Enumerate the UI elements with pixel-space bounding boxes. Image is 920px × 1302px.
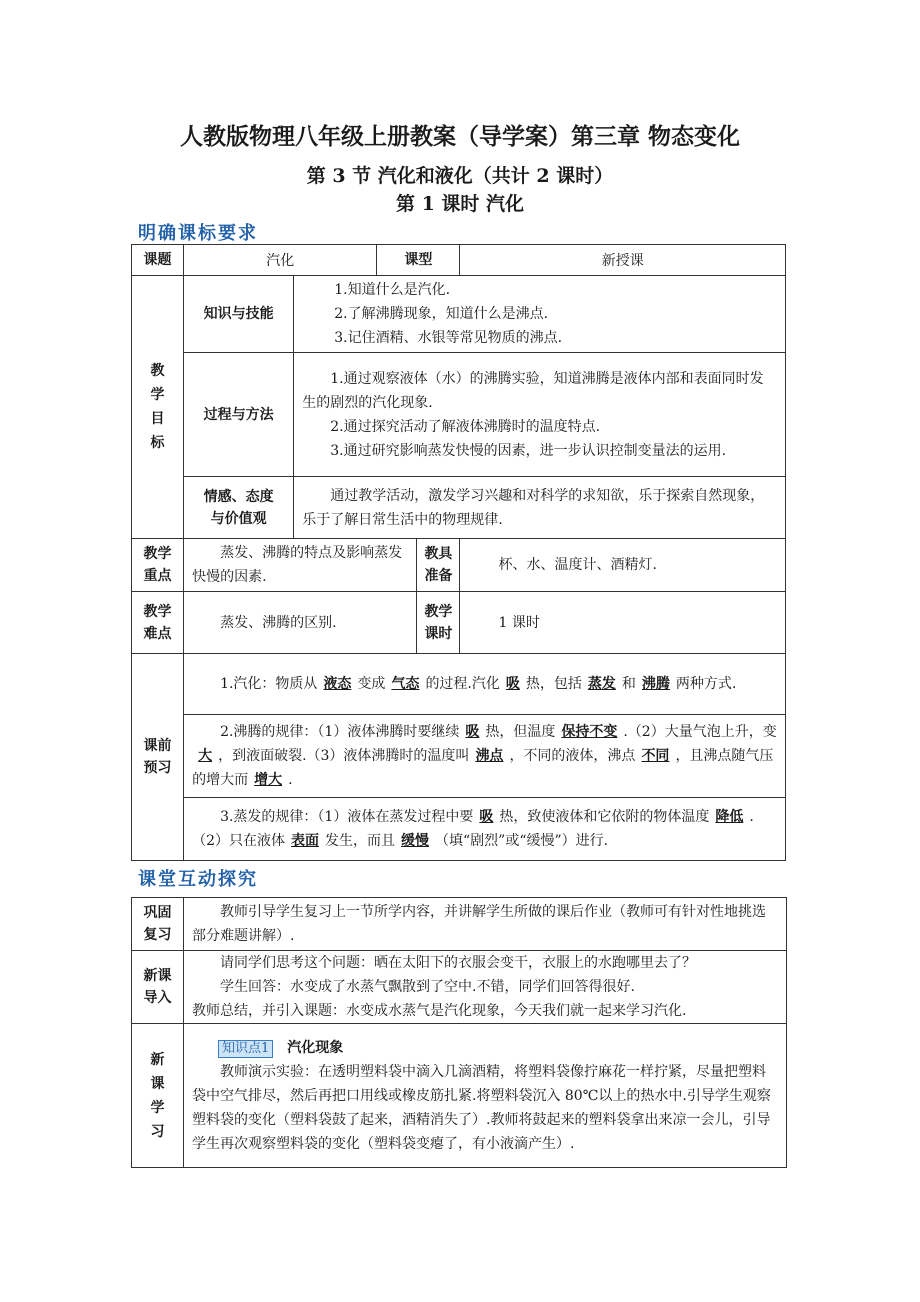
answer-blank: 吸 [465,724,480,740]
type-label: 课型 [377,245,460,276]
knowledge-point-heading [192,1036,778,1060]
hours-label: 教学课时 [417,592,460,654]
type-value: 新授课 [460,245,786,276]
list-item: 学生回答：水变成了水蒸气飘散到了空中.不错，同学们回答得很好. [220,979,635,995]
section-heading-standards: 明确课标要求 [138,223,258,244]
difficult-text: 蒸发、沸腾的区别. [184,592,417,654]
classroom-table [131,897,787,1168]
answer-blank: 吸 [479,809,494,825]
list-item: 1.知道什么是汽化. [334,282,451,298]
answer-blank: 蒸发 [587,676,616,692]
difficult-label: 教学难点 [132,592,184,654]
answer-blank: 气态 [391,676,420,692]
preview-label: 课前预习 [132,654,184,861]
answer-blank: 增大 [254,772,283,788]
answer-blank: 大 [198,748,213,764]
list-item: 请同学们思考这个问题：晒在太阳下的衣服会变干，衣服上的水跑哪里去了？ [220,955,696,971]
process-items [294,353,786,477]
review-text: 教师引导学生复习上一节所学内容，并讲解学生所做的课后作业（教师可有针对性地挑选部分难题讲解）. [184,898,787,951]
topic-value: 汽化 [184,245,377,276]
section-subtitle: 第 3 节 汽化和液化（共计 2 课时） [306,165,614,187]
learn-label: 新课学习 [132,1024,184,1168]
emotion-text: 通过教学活动，激发学习兴趣和对科学的求知欲，乐于探索自然现象，乐于了解日常生活中的物理规律. [294,477,786,539]
intro-label: 新课导入 [132,951,184,1024]
list-item: 3.通过研究影响蒸发快慢的因素，进一步认识控制变量法的运用. [330,442,727,459]
answer-blank: 不同 [641,748,670,764]
preview-item-3: 3.蒸发的规律：（1）液体在蒸发过程中要 吸 热，致使液体和它依附的物体温度 降低 .（2）只在液体 表面 发生，而且 缓慢 （填“剧烈”或“缓慢”）进行. [184,798,786,861]
tools-text: 杯、水、温度计、酒精灯. [460,539,786,592]
list-item: 1.通过观察液体（水）的沸腾实验，知道沸腾是液体内部和表面同时发生的剧烈的汽化现象. [302,370,764,411]
learn-content [184,1024,787,1168]
learn-text: 教师演示实验：在透明塑料袋中滴入几滴酒精，将塑料袋像拧麻花一样拧紧，尽量把塑料袋中空气排尽，然后再把口用线或橡皮筋扎紧.将塑料袋沉入 80℃以上的热水中.引导学生观察塑料袋的变化（塑料袋鼓了起来，酒精消失了）.教师将鼓起来的塑料袋拿出来凉一会儿，引导学生再次观察塑料袋的变化（塑料袋变瘪了，有小液滴产生）. [192,1063,771,1152]
answer-blank: 保持不变 [561,724,618,740]
key-label: 教学重点 [132,539,184,592]
answer-blank: 表面 [291,833,319,849]
answer-blank: 液态 [323,676,352,692]
knowledge-label: 知识与技能 [184,276,294,353]
answer-blank: 降低 [715,809,744,825]
list-item: 3.记住酒精、水银等常见物质的沸点. [334,330,563,346]
review-label: 巩固复习 [132,898,184,951]
tools-label: 教具准备 [417,539,460,592]
knowledge-point-title: 汽化现象 [287,1039,344,1056]
document-title: 人教版物理八年级上册教案（导学案）第三章 物态变化 [179,123,740,150]
knowledge-point-tag: 知识点1 [218,1040,273,1058]
list-item: 2.通过探究活动了解液体沸腾时的温度特点. [330,418,601,435]
answer-blank: 缓慢 [401,833,429,849]
process-label: 过程与方法 [184,353,294,477]
lesson-title: 第 1 课时 汽化 [395,193,525,215]
answer-blank: 吸 [505,676,520,692]
intro-text [184,951,787,1024]
topic-label: 课题 [132,245,184,276]
hours-text: 1 课时 [460,592,786,654]
list-item: 教师总结，并引入课题：水变成水蒸气是汽化现象，今天我们就一起来学习汽化. [192,1003,687,1019]
answer-blank: 沸腾 [641,676,670,692]
key-text: 蒸发、沸腾的特点及影响蒸发快慢的因素. [184,539,417,592]
knowledge-items [294,276,786,353]
preview-item-1: 1.汽化：物质从 液态 变成 气态 的过程.汽化 吸 热，包括 蒸发 和 沸腾 两种方式. [184,654,786,715]
goals-label: 教学目标 [132,276,184,539]
preview-item-2: 2.沸腾的规律：（1）液体沸腾时要继续 吸 热，但温度 保持不变 .（2）大量气泡上升，变大 ，到液面破裂.（3）液体沸腾时的温度叫 沸点 ，不同的液体，沸点 不同 ，且沸点随气压的增大而 增大 . [184,715,786,798]
answer-blank: 沸点 [475,748,504,764]
list-item: 2.了解沸腾现象，知道什么是沸点. [334,306,549,322]
section-heading-interactive: 课堂互动探究 [138,869,258,890]
lesson-plan-table [131,244,786,861]
emotion-label: 情感、态度与价值观 [184,477,294,539]
